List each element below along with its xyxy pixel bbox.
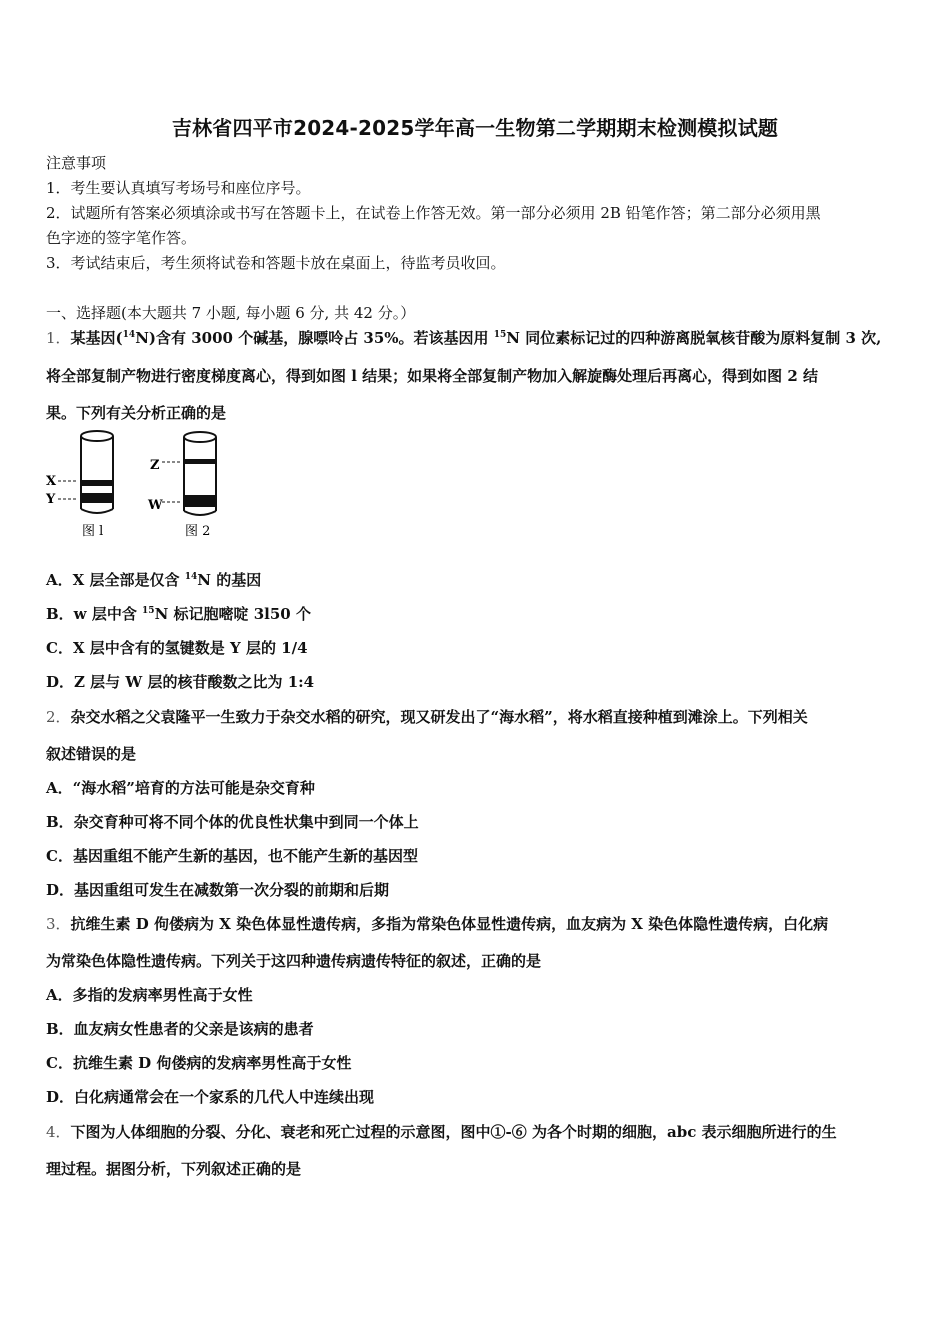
notice-item-1: 1．考生要认真填写考场号和座位序号。 — [46, 179, 311, 197]
label-y: Y — [46, 492, 56, 507]
tube-2 — [184, 432, 216, 515]
q1-option-d: D．Z 层与 W 层的核苷酸数之比为 1:4 — [46, 673, 315, 691]
q1-option-b — [46, 603, 311, 624]
q3-number: 3． — [46, 915, 71, 933]
tube-1-band-x — [81, 480, 113, 486]
tube-2-band-z — [184, 459, 216, 464]
centrifuge-tube-figure — [40, 425, 240, 545]
q1-number: 1． — [46, 329, 71, 347]
q1-line-3: 果。下列有关分析正确的是 — [46, 404, 227, 422]
q1-option-a-text: A．X 层全部是仅含 — [46, 571, 185, 589]
notice-heading: 注意事项 — [46, 154, 107, 172]
q2-text-1: 杂交水稻之父袁隆平一生致力于杂交水稻的研究，现又研发出了“海水稻”，将水稻直接种植到滩涂上。下列相关 — [70, 708, 808, 726]
q3-line-2: 为常染色体隐性遗传病。下列关于这四种遗传病遗传特征的叙述，正确的是 — [46, 952, 542, 970]
section-heading: 一、选择题(本大题共 7 小题, 每小题 6 分, 共 42 分。） — [46, 304, 416, 322]
q2-line-1 — [46, 706, 808, 727]
q1-line-2: 将全部复制产物进行密度梯度离心，得到如图 l 结果；如果将全部复制产物加入解旋酶处理后再离心，得到如图 2 结 — [46, 367, 819, 385]
tube-1-band-y — [81, 493, 113, 503]
q1-sup-14: 14 — [122, 330, 136, 340]
q2-option-d: D．基因重组可发生在减数第一次分裂的前期和后期 — [46, 881, 390, 899]
centrifuge-figure-svg — [40, 425, 240, 545]
q3-option-a: A．多指的发病率男性高于女性 — [46, 986, 253, 1004]
q3-option-c: C．抗维生素 D 佝偻病的发病率男性高于女性 — [46, 1054, 352, 1072]
q2-number: 2． — [46, 708, 71, 726]
tube-2-band-w — [184, 495, 216, 507]
notice-item-3: 3．考试结束后，考生须将试卷和答题卡放在桌面上，待监考员收回。 — [46, 254, 506, 272]
notice-item-2-cont: 色字迹的签字笔作答。 — [46, 229, 197, 247]
q2-option-b: B．杂交育种可将不同个体的优良性状集中到同一个体上 — [46, 813, 419, 831]
q1-text-b: N)含有 3000 个碱基，腺嘌呤占 35%。若该基因用 — [135, 329, 494, 347]
q3-line-1 — [46, 913, 828, 934]
q1-sup-15: 15 — [493, 330, 507, 340]
figure-1-caption: 图 l — [82, 524, 104, 539]
q1-option-b-text-2: N 标记胞嘧啶 3l50 个 — [154, 605, 311, 623]
page-title: 吉林省四平市2024-2025学年高一生物第二学期期末检测模拟试题 — [171, 116, 779, 140]
notice-item-2: 2．试题所有答案必须填涂或书写在答题卡上，在试卷上作答无效。第一部分必须用 2B 铅笔作答；第二部分必须用黑 — [46, 204, 821, 222]
label-x: X — [46, 474, 57, 489]
q1-option-a — [46, 569, 261, 590]
q1-text-c: N 同位素标记过的四种游离脱氧核苷酸为原料复制 3 次, — [506, 329, 882, 347]
label-w: W — [148, 498, 163, 513]
q2-option-a: A．“海水稻”培育的方法可能是杂交育种 — [46, 779, 315, 797]
figure-2-caption: 图 2 — [185, 524, 211, 539]
q1-option-c: C．X 层中含有的氢键数是 Y 层的 1/4 — [46, 639, 308, 657]
q4-number: 4． — [46, 1123, 71, 1141]
q4-line-1 — [46, 1121, 837, 1142]
q1-option-a-sup: 14 — [184, 572, 198, 582]
q1-option-b-sup: 15 — [142, 606, 155, 616]
label-z: Z — [150, 458, 160, 473]
q4-text-1: 下图为人体细胞的分裂、分化、衰老和死亡过程的示意图，图中①-⑥ 为各个时期的细胞，abc 表示细胞所进行的生 — [70, 1123, 837, 1141]
q2-option-c: C．基因重组不能产生新的基因，也不能产生新的基因型 — [46, 847, 418, 865]
q1-option-a-text-2: N 的基因 — [197, 571, 262, 589]
q1-text-a: 某基因( — [70, 329, 123, 347]
tube-1 — [81, 431, 113, 513]
q3-option-b: B．血友病女性患者的父亲是该病的患者 — [46, 1020, 314, 1038]
q4-line-2: 理过程。据图分析，下列叙述正确的是 — [46, 1160, 302, 1178]
q3-option-d: D．白化病通常会在一个家系的几代人中连续出现 — [46, 1088, 375, 1106]
q1-option-b-text: B．w 层中含 — [46, 605, 143, 623]
q1-line-1 — [46, 327, 881, 348]
q2-line-2: 叙述错误的是 — [46, 745, 137, 763]
q3-text-1: 抗维生素 D 佝偻病为 X 染色体显性遗传病，多指为常染色体显性遗传病，血友病为 X 染色体隐性遗传病，白化病 — [70, 915, 829, 933]
